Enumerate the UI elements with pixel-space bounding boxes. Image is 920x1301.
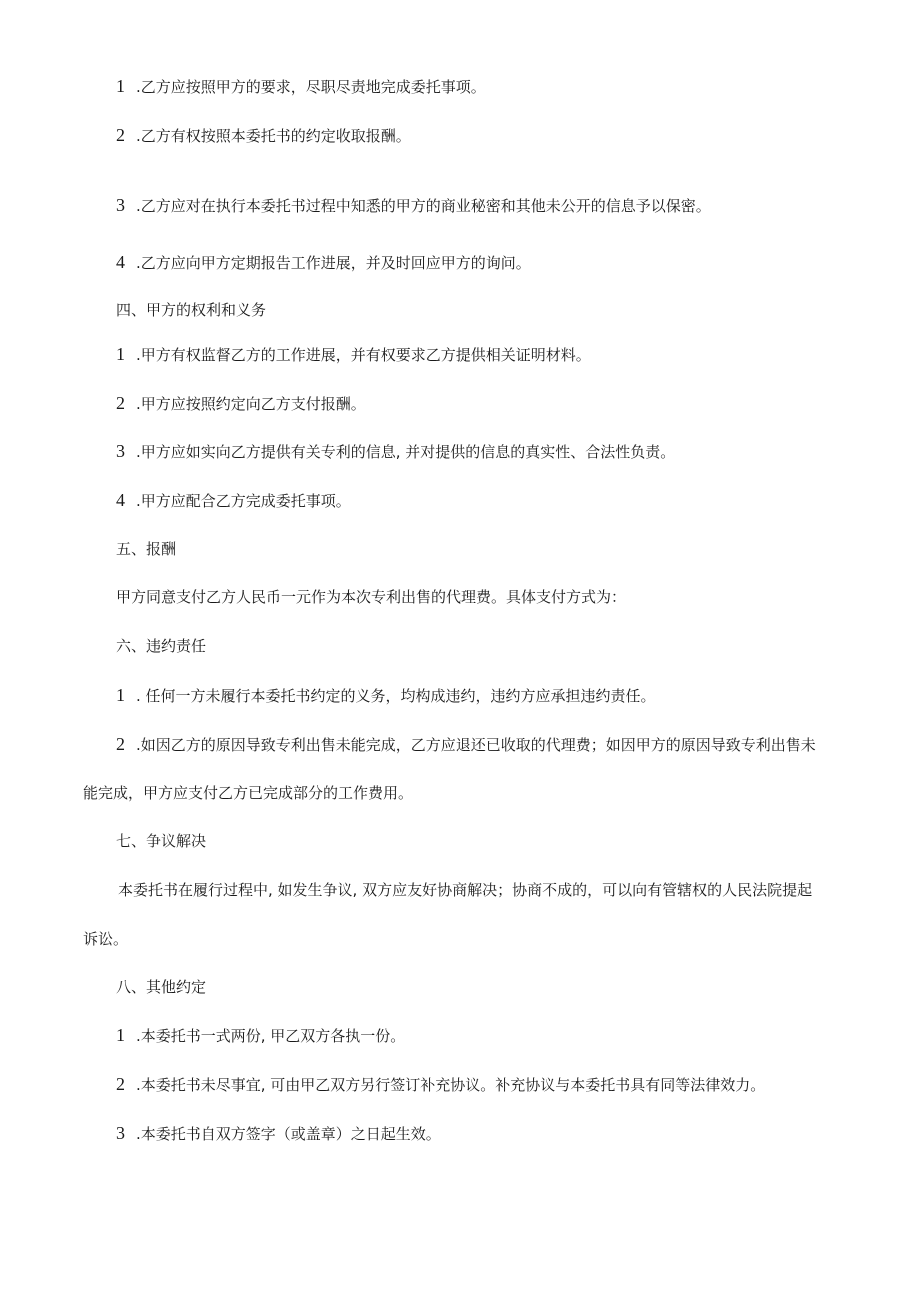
- list-item: [116, 490, 351, 511]
- list-item: [116, 344, 591, 365]
- item-number: 1: [116, 344, 125, 364]
- item-text: .甲方应如实向乙方提供有关专利的信息, 并对提供的信息的真实性、合法性负责。: [136, 443, 676, 461]
- item-number: 2: [116, 1074, 125, 1094]
- item-number: 1: [116, 1025, 125, 1045]
- item-number: 4: [116, 490, 125, 510]
- section-heading: 四、甲方的权利和义务: [116, 301, 267, 319]
- item-text: .甲方有权监督乙方的工作进展，并有权要求乙方提供相关证明材料。: [136, 346, 591, 364]
- item-text: .本委托书自双方签字（或盖章）之日起生效。: [136, 1125, 441, 1143]
- paragraph-continuation: 能完成，甲方应支付乙方已完成部分的工作费用。: [83, 784, 414, 802]
- item-text: .如因乙方的原因导致专利出售未能完成，乙方应退还已收取的代理费；如因甲方的原因导致专利出售未: [136, 736, 816, 754]
- section-heading: 五、报酬: [116, 540, 177, 558]
- paragraph-continuation: 诉讼。: [83, 930, 129, 948]
- item-text: .本委托书一式两份, 甲乙双方各执一份。: [136, 1027, 406, 1045]
- list-item: [116, 195, 711, 216]
- item-text: .乙方应向甲方定期报告工作进展，并及时回应甲方的询问。: [136, 254, 531, 272]
- item-number: 4: [116, 252, 125, 272]
- item-number: 1: [116, 685, 125, 705]
- item-text: .甲方应按照约定向乙方支付报酬。: [136, 395, 366, 413]
- list-item: [116, 252, 531, 273]
- item-text: . 任何一方未履行本委托书约定的义务，均构成违约，违约方应承担违约责任。: [136, 687, 656, 705]
- item-number: 2: [116, 393, 125, 413]
- item-number: 3: [116, 441, 125, 461]
- item-text: .乙方应对在执行本委托书过程中知悉的甲方的商业秘密和其他未公开的信息予以保密。: [136, 197, 711, 215]
- list-item: [116, 685, 656, 706]
- item-number: 1: [116, 76, 125, 96]
- section-heading: 七、争议解决: [116, 832, 207, 850]
- item-text: .乙方有权按照本委托书的约定收取报酬。: [136, 127, 411, 145]
- list-item: [116, 734, 816, 755]
- item-number: 2: [116, 734, 125, 754]
- section-heading: 八、其他约定: [116, 978, 207, 996]
- paragraph: 本委托书在履行过程中, 如发生争议, 双方应友好协商解决；协商不成的，可以向有管辖权的人民法院提起: [118, 881, 813, 899]
- list-item: [116, 1074, 765, 1095]
- item-number: 2: [116, 125, 125, 145]
- list-item: [116, 1025, 405, 1046]
- list-item: [116, 76, 486, 97]
- item-number: 3: [116, 195, 125, 215]
- list-item: [116, 125, 411, 146]
- list-item: [116, 1123, 441, 1144]
- item-number: 3: [116, 1123, 125, 1143]
- list-item: [116, 441, 675, 462]
- item-text: .甲方应配合乙方完成委托事项。: [136, 492, 351, 510]
- section-heading: 六、违约责任: [116, 637, 207, 655]
- item-text: .本委托书未尽事宜, 可由甲乙双方另行签订补充协议。补充协议与本委托书具有同等法律效力。: [136, 1076, 766, 1094]
- paragraph: 甲方同意支付乙方人民币一元作为本次专利出售的代理费。具体支付方式为：: [116, 588, 627, 606]
- list-item: [116, 393, 366, 414]
- item-text: .乙方应按照甲方的要求，尽职尽责地完成委托事项。: [136, 78, 486, 96]
